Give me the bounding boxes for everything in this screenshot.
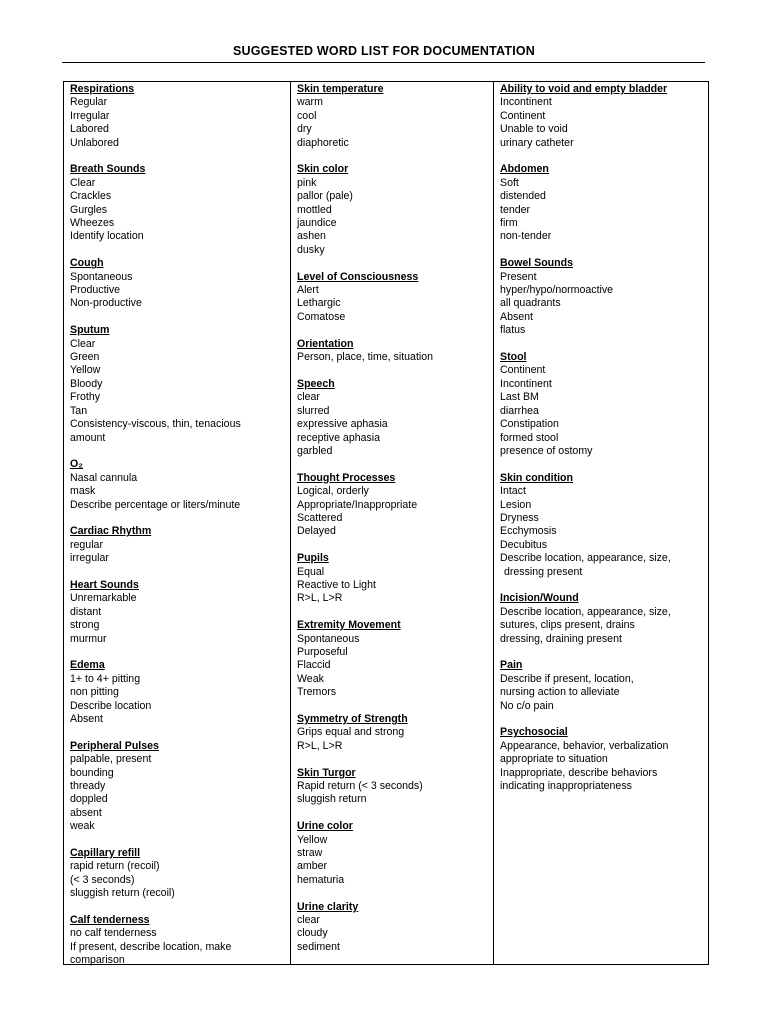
list-item: Lethargic (297, 297, 341, 310)
list-item: clear (297, 914, 320, 927)
list-item: Yellow (297, 833, 328, 846)
section-incision-wound (500, 592, 708, 646)
list-item: cloudy (297, 927, 328, 940)
section-heading: Heart Sounds (70, 578, 139, 591)
list-item: sluggish return (297, 793, 367, 806)
list-item: Appearance, behavior, verbalization (500, 739, 669, 752)
list-item: urinary catheter (500, 136, 574, 149)
list-item: Intact (500, 485, 526, 498)
list-item: dressing, draining present (500, 632, 622, 645)
list-item: Describe if present, location, (500, 672, 634, 685)
list-item: Logical, orderly (297, 485, 369, 498)
section-cardiac-rhythm (70, 525, 290, 565)
list-item: Describe location, appearance, size, (500, 552, 671, 565)
section-heart-sounds (70, 579, 290, 646)
section-speech (297, 378, 493, 458)
section-heading: Pain (500, 659, 523, 672)
section-heading: Orientation (297, 337, 354, 350)
list-item: Last BM (500, 391, 539, 404)
section-heading: Calf tenderness (70, 914, 150, 927)
list-item: diarrhea (500, 404, 539, 417)
list-item: Yellow (70, 364, 101, 377)
section-heading: Abdomen (500, 163, 549, 176)
list-item: Unable to void (500, 123, 568, 136)
title-underline (62, 62, 705, 63)
list-item: expressive aphasia (297, 418, 388, 431)
section-heading: Urine color (297, 820, 353, 833)
section-heading: Skin Turgor (297, 766, 356, 779)
list-item: Clear (70, 337, 96, 350)
list-item: Grips equal and strong (297, 726, 405, 739)
list-item: indicating inappropriateness (500, 780, 632, 793)
list-item: weak (70, 820, 95, 833)
section-sputum (70, 324, 290, 445)
section-capillary-refill (70, 847, 290, 901)
section-heading: Incision/Wound (500, 592, 579, 605)
list-item: pink (297, 176, 317, 189)
list-item: doppled (70, 793, 108, 806)
list-item: appropriate to situation (500, 753, 608, 766)
list-item: Present (500, 270, 537, 283)
section-heading: Breath Sounds (70, 163, 146, 176)
page-title: SUGGESTED WORD LIST FOR DOCUMENTATION (232, 44, 536, 58)
list-item: Bloody (70, 377, 103, 390)
section-heading: O₂ (70, 458, 83, 471)
list-item: bounding (70, 766, 114, 779)
section-skin-turgor (297, 767, 493, 807)
list-item: murmur (70, 632, 107, 645)
list-item: clear (297, 391, 320, 404)
list-item: Incontinent (500, 96, 552, 109)
list-item: mask (70, 485, 96, 498)
list-item: non-tender (500, 230, 552, 243)
section-extremity-movement (297, 619, 493, 699)
section-heading: Urine clarity (297, 900, 359, 913)
section-abdomen (500, 163, 708, 243)
list-item: Decubitus (500, 538, 548, 551)
list-item: dressing present (504, 565, 583, 578)
list-item: Gurgles (70, 203, 108, 216)
list-item: thready (70, 780, 106, 792)
list-item: dusky (297, 243, 325, 256)
list-item: Incontinent (500, 377, 552, 390)
section-skin-color (297, 163, 493, 257)
list-item: Alert (297, 284, 319, 297)
section-pain (500, 659, 708, 713)
list-item: Rapid return (< 3 seconds) (297, 779, 423, 792)
column-3 (494, 82, 708, 964)
list-item: Productive (70, 284, 121, 297)
list-item: rapid return (recoil) (70, 860, 160, 873)
list-item: comparison (70, 954, 125, 967)
section-orientation (297, 338, 493, 365)
section-heading: Bowel Sounds (500, 257, 573, 270)
section-respirations (70, 83, 290, 150)
list-item: Consistency-viscous, thin, tenacious (70, 418, 241, 431)
column-1 (64, 82, 291, 967)
list-item: firm (500, 217, 518, 230)
list-item: Appropriate/Inappropriate (297, 498, 418, 511)
section-heading: Speech (297, 377, 335, 390)
list-item: absent (70, 806, 102, 819)
list-item: flatus (500, 324, 526, 337)
section-heading: Peripheral Pulses (70, 739, 159, 752)
section-heading: Stool (500, 351, 527, 364)
list-item: Dryness (500, 511, 539, 524)
list-item: Spontaneous (70, 270, 133, 283)
list-item: Absent (70, 712, 103, 725)
word-list-table (63, 81, 709, 965)
list-item: ashen (297, 230, 326, 243)
section-thought-processes (297, 472, 493, 539)
section-heading: Skin color (297, 163, 349, 176)
list-item: Continent (500, 364, 546, 377)
section-heading: Symmetry of Strength (297, 712, 408, 725)
section-stool (500, 351, 708, 458)
section-urine-clarity (297, 901, 493, 955)
section-heading: Skin temperature (297, 83, 384, 95)
section-skin-temperature (297, 83, 493, 150)
section-heading: Skin condition (500, 471, 573, 484)
list-item: Inappropriate, describe behaviors (500, 766, 658, 779)
list-item: Describe location (70, 699, 152, 712)
list-item: Person, place, time, situation (297, 351, 434, 364)
list-item: Unremarkable (70, 592, 137, 605)
list-item: garbled (297, 444, 333, 457)
list-item: Describe location, appearance, size, (500, 605, 671, 618)
list-item: warm (297, 96, 323, 109)
list-item: receptive aphasia (297, 431, 381, 444)
list-item: Purposeful (297, 645, 348, 658)
list-item: distant (70, 605, 102, 618)
section-symmetry-of-strength (297, 713, 493, 753)
column-2 (291, 82, 494, 964)
list-item: Soft (500, 176, 519, 189)
list-item: regular (70, 538, 103, 551)
list-item: Describe percentage or liters/minute (70, 498, 241, 511)
list-item: Wheezes (70, 217, 115, 230)
list-item: Equal (297, 565, 325, 578)
list-item: Tremors (297, 686, 337, 699)
section-heading: Edema (70, 659, 105, 672)
list-item: all quadrants (500, 297, 561, 310)
list-item: amount (70, 431, 106, 444)
list-item: Identify location (70, 230, 144, 243)
list-item: straw (297, 847, 323, 859)
list-item: Spontaneous (297, 632, 360, 645)
section-edema (70, 659, 290, 726)
list-item: Regular (70, 96, 108, 109)
list-item: Absent (500, 310, 533, 323)
list-item: sluggish return (recoil) (70, 887, 175, 900)
list-item: Frothy (70, 391, 101, 404)
list-item: formed stool (500, 431, 559, 444)
section-heading: Thought Processes (297, 471, 396, 484)
section-ability-to-void-and-empty-bladder (500, 83, 708, 150)
list-item: cool (297, 109, 317, 122)
list-item: sutures, clips present, drains (500, 619, 635, 632)
list-item: Constipation (500, 418, 559, 431)
section-heading: Ability to void and empty bladder (500, 83, 668, 95)
section-calf-tenderness (70, 914, 290, 968)
list-item: Weak (297, 672, 324, 685)
section-heading: Pupils (297, 552, 329, 565)
list-item: presence of ostomy (500, 444, 593, 457)
list-item: distended (500, 190, 546, 203)
section-heading: Cough (70, 257, 104, 270)
list-item: Scattered (297, 511, 343, 524)
section-pupils (297, 552, 493, 606)
list-item: Nasal cannula (70, 471, 138, 484)
list-item: strong (70, 619, 100, 632)
section-heading: Psychosocial (500, 726, 568, 739)
list-item: no calf tenderness (70, 927, 157, 940)
list-item: slurred (297, 404, 330, 417)
list-item: Labored (70, 123, 109, 136)
list-item: jaundice (297, 217, 337, 230)
list-item: Non-productive (70, 297, 142, 310)
list-item: Delayed (297, 525, 336, 538)
list-item: Ecchymosis (500, 525, 557, 538)
list-item: Comatose (297, 310, 346, 323)
list-item: Lesion (500, 498, 532, 511)
list-item: R>L, L>R (297, 739, 343, 752)
list-item: Irregular (70, 109, 110, 122)
section-bowel-sounds (500, 257, 708, 337)
list-item: irregular (70, 552, 109, 565)
list-item: (< 3 seconds) (70, 873, 135, 886)
list-item: Reactive to Light (297, 578, 376, 591)
section-cough (70, 257, 290, 311)
section-psychosocial (500, 726, 708, 793)
list-item: hematuria (297, 873, 345, 886)
list-item: Green (70, 351, 100, 364)
list-item: nursing action to alleviate (500, 686, 620, 699)
section-heading: Sputum (70, 324, 110, 337)
section-heading: Capillary refill (70, 847, 141, 860)
list-item: Crackles (70, 190, 112, 203)
list-item: Continent (500, 109, 546, 122)
section-level-of-consciousness (297, 271, 493, 325)
section-heading: Level of Consciousness (297, 270, 419, 283)
list-item: hyper/hypo/normoactive (500, 284, 614, 297)
list-item: pallor (pale) (297, 190, 353, 203)
list-item: 1+ to 4+ pitting (70, 672, 141, 685)
section-heading: Extremity Movement (297, 619, 401, 632)
list-item: Flaccid (297, 659, 331, 672)
list-item: diaphoretic (297, 136, 349, 149)
section-skin-condition (500, 472, 708, 579)
list-item: palpable, present (70, 753, 152, 766)
list-item: Clear (70, 176, 96, 189)
list-item: sediment (297, 940, 340, 953)
section-urine-color (297, 820, 493, 887)
list-item: amber (297, 860, 328, 873)
list-item: tender (500, 203, 531, 216)
list-item: If present, describe location, make (70, 940, 232, 953)
list-item: dry (297, 123, 312, 136)
list-item: Tan (70, 404, 88, 417)
list-item: R>L, L>R (297, 592, 343, 605)
section-heading: Respirations (70, 83, 135, 95)
section-o (70, 458, 290, 512)
list-item: No c/o pain (500, 699, 554, 712)
list-item: Unlabored (70, 136, 119, 149)
list-item: non pitting (70, 686, 119, 699)
section-peripheral-pulses (70, 740, 290, 834)
section-heading: Cardiac Rhythm (70, 525, 152, 538)
list-item: mottled (297, 203, 332, 216)
section-breath-sounds (70, 163, 290, 243)
